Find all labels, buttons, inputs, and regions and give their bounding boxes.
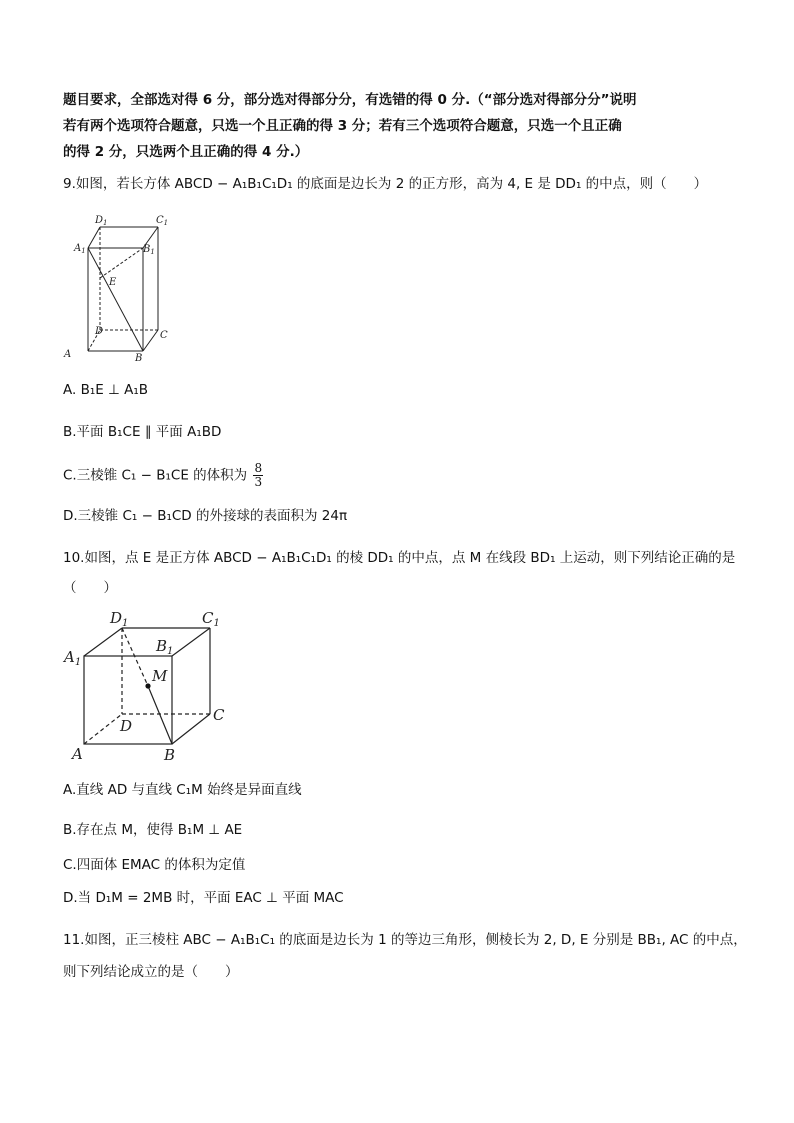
q10-label-C: C <box>213 706 225 724</box>
q9-option-b: B.平面 B₁CE ∥ 平面 A₁BD <box>63 424 222 440</box>
q9-option-c-text: C.三棱锥 C₁ − B₁CE 的体积为 <box>63 467 248 484</box>
q9-figure <box>60 210 180 365</box>
instructions-line-1: 题目要求，全部选对得 6 分，部分选对得部分分，有选错的得 0 分.（“部分选对得部分分”说明 <box>63 92 637 108</box>
q10-label-C1: $C_1$ <box>202 609 220 629</box>
q9-stem: 9.如图，若长方体 ABCD − A₁B₁C₁D₁ 的底面是边长为 2 的正方形，高为 4, E 是 DD₁ 的中点，则（ ） <box>63 176 708 192</box>
q10-label-D1: $D_1$ <box>110 609 129 629</box>
q10-option-a: A.直线 AD 与直线 C₁M 始终是异面直线 <box>63 782 302 798</box>
q9-option-c-fraction: $\frac{8}{3}$ <box>254 461 263 489</box>
q9-label-D: D <box>95 326 104 337</box>
instructions-line-3: 的得 2 分，只选两个且正确的得 4 分.） <box>63 144 309 160</box>
q9-label-D1: $D_1$ <box>95 215 108 227</box>
q10-stem-line-2: （ ） <box>63 580 117 596</box>
q11-stem-line-1: 11.如图，正三棱柱 ABC − A₁B₁C₁ 的底面是边长为 1 的等边三角形，侧棱长为 2, D, E 分别是 BB₁, AC 的中点， <box>63 932 747 948</box>
q9-label-B1: $B_1$ <box>143 244 155 256</box>
q10-label-B: B <box>164 746 176 764</box>
q10-label-A: A <box>72 745 83 763</box>
q10-stem-line-1: 10.如图，点 E 是正方体 ABCD − A₁B₁C₁D₁ 的棱 DD₁ 的中点，点 M 在线段 BD₁ 上运动，则下列结论正确的是 <box>63 550 736 566</box>
q10-label-M: M <box>152 667 168 685</box>
q9-label-B: B <box>135 353 143 364</box>
q9-option-c <box>63 462 265 489</box>
q9-label-C1: $C_1$ <box>156 215 169 227</box>
q11-stem-line-2: 则下列结论成立的是（ ） <box>63 964 239 980</box>
q9-label-C: C <box>160 330 168 341</box>
q10-label-D: D <box>120 717 133 735</box>
q9-label-A1: $A_1$ <box>74 243 86 255</box>
q10-option-b: B.存在点 M，使得 B₁M ⊥ AE <box>63 822 243 838</box>
q9-option-d: D.三棱锥 C₁ − B₁CD 的外接球的表面积为 24π <box>63 508 348 524</box>
q10-option-d: D.当 D₁M = 2MB 时，平面 EAC ⊥ 平面 MAC <box>63 890 344 906</box>
q10-option-c: C.四面体 EMAC 的体积为定值 <box>63 857 246 873</box>
q9-label-E: E <box>109 277 117 288</box>
q9-label-A: A <box>64 349 72 360</box>
instructions-line-2: 若有两个选项符合题意，只选一个且正确的得 3 分；若有三个选项符合题意，只选一个且正确 <box>63 118 622 134</box>
q10-label-B1: $B_1$ <box>156 637 174 657</box>
q10-figure <box>60 605 240 765</box>
q9-option-a: A. B₁E ⊥ A₁B <box>63 382 149 398</box>
q10-label-A1: $A_1$ <box>64 648 82 668</box>
